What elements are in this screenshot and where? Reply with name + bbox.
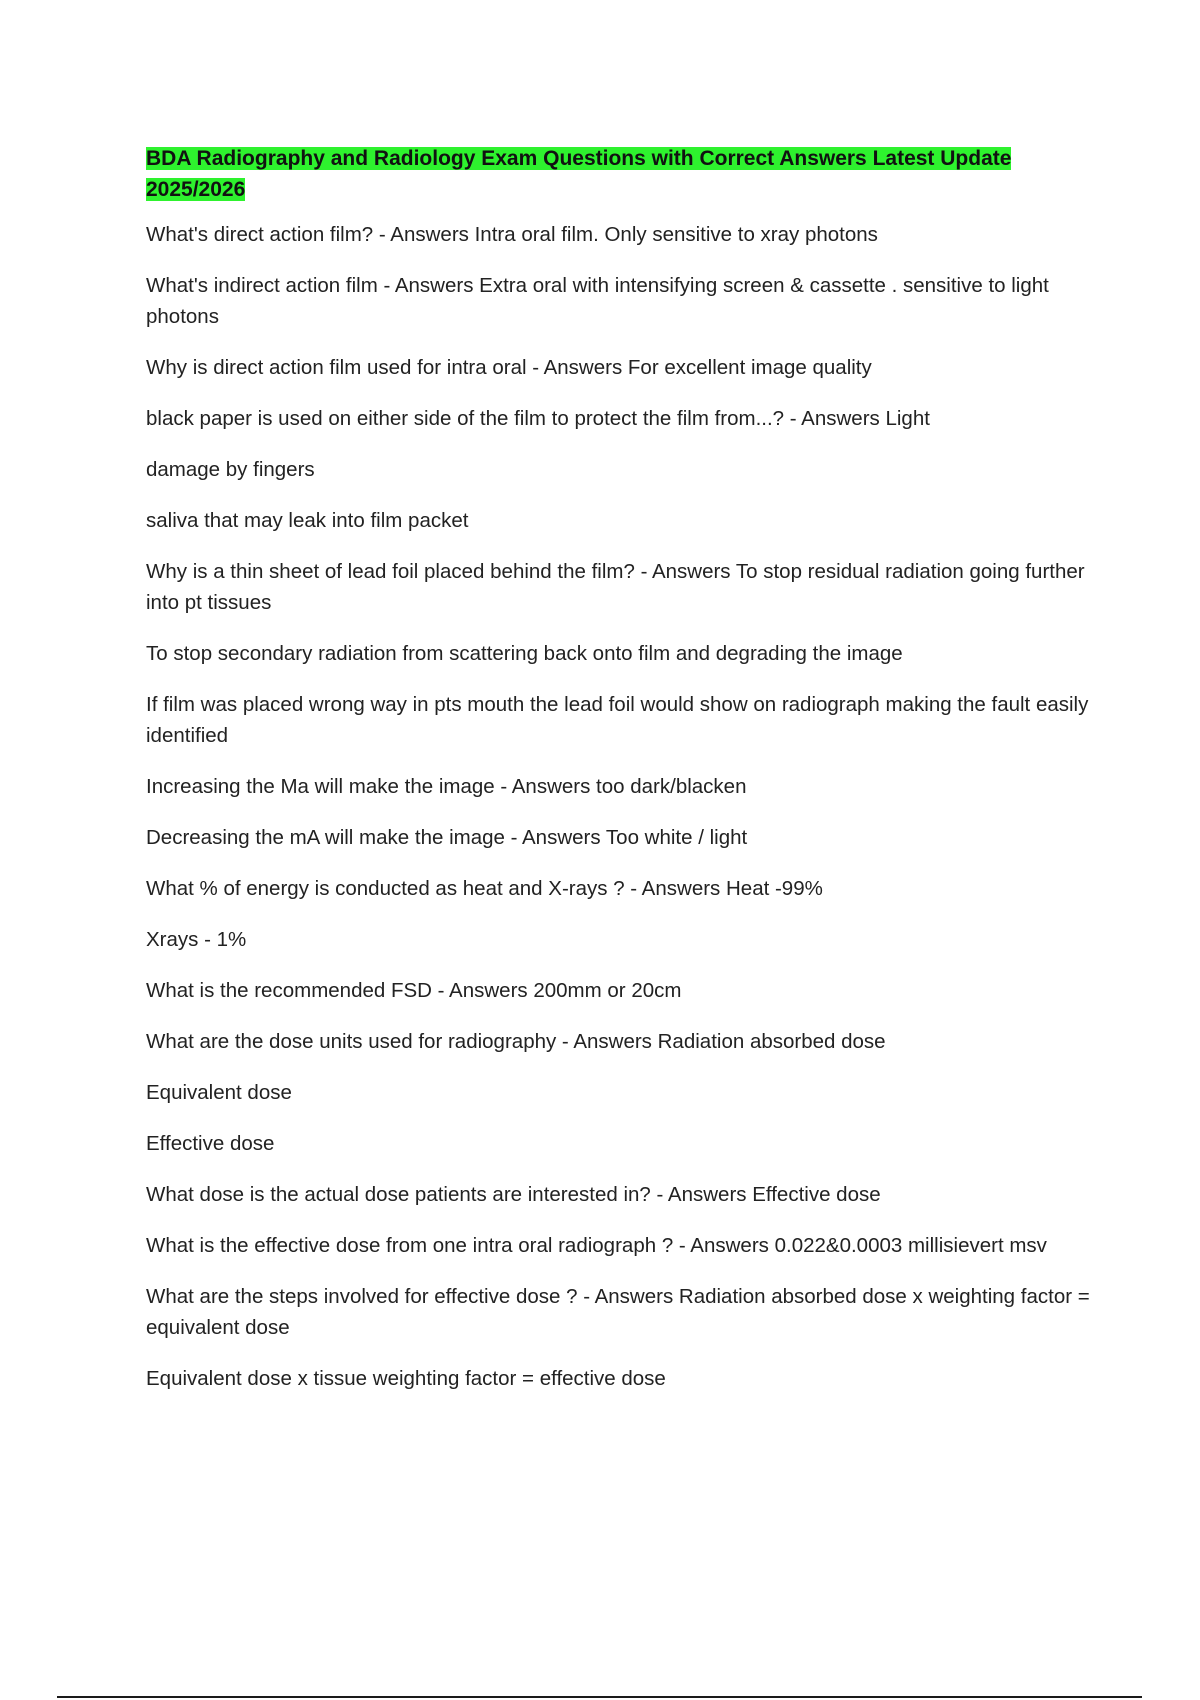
paragraph-10: Increasing the Ma will make the image - Answers too dark/blacken bbox=[146, 775, 747, 798]
paragraph-3: Why is direct action film used for intra oral - Answers For excellent image quality bbox=[146, 356, 872, 379]
paragraph-11: Decreasing the mA will make the image - Answers Too white / light bbox=[146, 826, 748, 849]
paragraph-8: To stop secondary radiation from scattering back onto film and degrading the image bbox=[146, 642, 903, 665]
paragraph-20: What are the steps involved for effective dose ? - Answers Radiation absorbed dose x weighting factor = equivalent dose bbox=[146, 1285, 1090, 1339]
document-body bbox=[146, 143, 1096, 1414]
paragraph-21: Equivalent dose x tissue weighting factor = effective dose bbox=[146, 1367, 666, 1390]
paragraph-1: What's direct action film? - Answers Intra oral film. Only sensitive to xray photons bbox=[146, 223, 878, 246]
paragraph-19: What is the effective dose from one intra oral radiograph ? - Answers 0.022&0.0003 millisievert msv bbox=[146, 1234, 1047, 1257]
paragraph-4: black paper is used on either side of the film to protect the film from...? - Answers Light bbox=[146, 407, 930, 430]
paragraph-12: What % of energy is conducted as heat and X-rays ? - Answers Heat -99% bbox=[146, 877, 823, 900]
paragraph-6: saliva that may leak into film packet bbox=[146, 509, 469, 532]
paragraph-9: If film was placed wrong way in pts mouth the lead foil would show on radiograph making the fault easily identified bbox=[146, 693, 1089, 747]
paragraph-18: What dose is the actual dose patients are interested in? - Answers Effective dose bbox=[146, 1183, 881, 1206]
paragraph-2: What's indirect action film - Answers Extra oral with intensifying screen & cassette . sensitive to light photons bbox=[146, 274, 1049, 328]
footer-divider bbox=[57, 1696, 1142, 1698]
paragraph-17: Effective dose bbox=[146, 1132, 275, 1155]
paragraph-14: What is the recommended FSD - Answers 200mm or 20cm bbox=[146, 979, 682, 1002]
paragraph-5: damage by fingers bbox=[146, 458, 315, 481]
paragraph-16: Equivalent dose bbox=[146, 1081, 292, 1104]
paragraph-13: Xrays - 1% bbox=[146, 928, 247, 951]
paragraph-7: Why is a thin sheet of lead foil placed behind the film? - Answers To stop residual radiation going further into pt tissues bbox=[146, 560, 1085, 614]
document-title bbox=[146, 143, 1096, 205]
title-highlight: BDA Radiography and Radiology Exam Questions with Correct Answers Latest Update 2025/2026 bbox=[146, 147, 1012, 201]
paragraph-15: What are the dose units used for radiography - Answers Radiation absorbed dose bbox=[146, 1030, 886, 1053]
